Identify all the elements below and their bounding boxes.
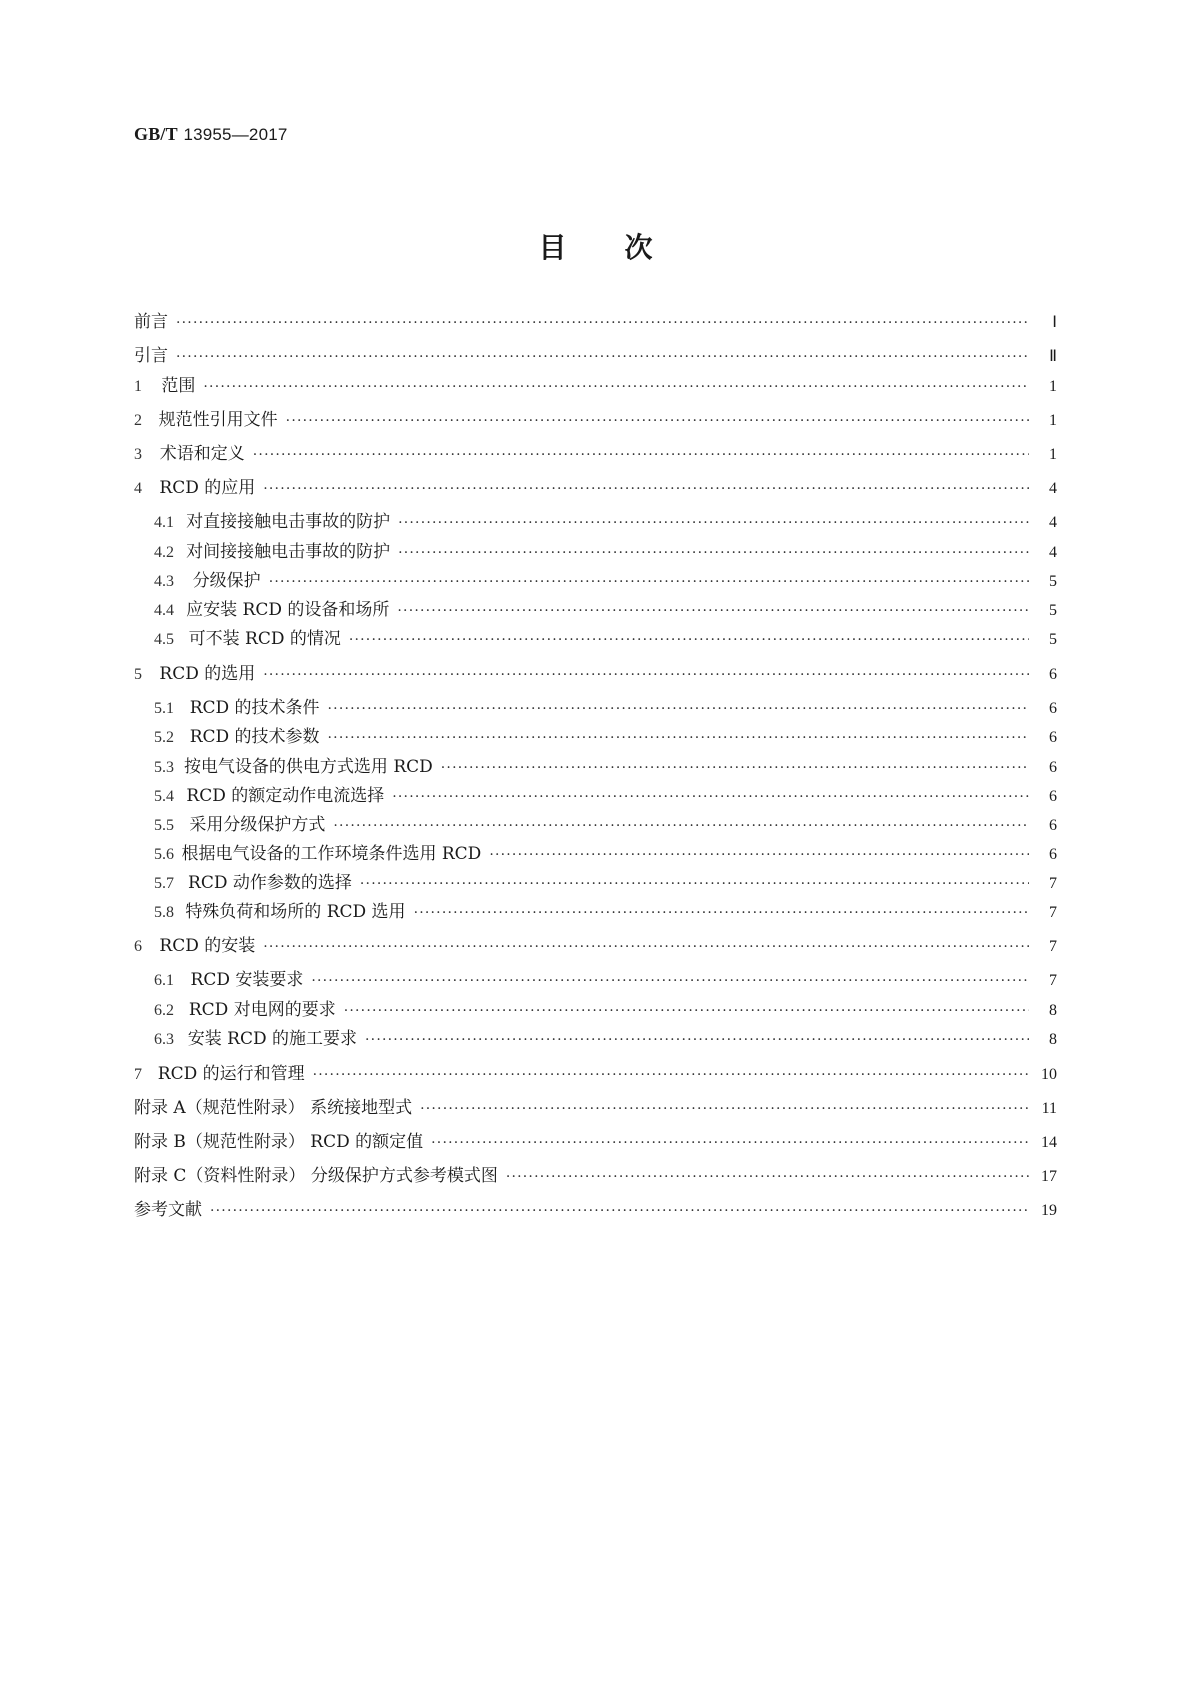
toc-entry-label: 分级保护 bbox=[192, 571, 261, 591]
toc-entry-label: 按电气设备的供电方式选用 RCD bbox=[183, 757, 433, 777]
toc-entry-label: RCD 的选用 bbox=[159, 664, 256, 684]
toc-leader-dots bbox=[392, 785, 1029, 809]
toc-entry-label: 附录 C（资料性附录） 分级保护方式参考模式图 bbox=[134, 1166, 498, 1186]
toc-leader-dots bbox=[489, 843, 1029, 867]
toc-leader-dots bbox=[333, 814, 1029, 838]
toc-entry-label: RCD 的技术条件 bbox=[189, 698, 320, 718]
toc-entry-label: 安装 RCD 的施工要求 bbox=[187, 1029, 358, 1049]
toc-entry-page: 6 bbox=[1049, 788, 1057, 805]
toc-entry-page: 7 bbox=[1049, 875, 1057, 892]
toc-entry-label: 附录 A（规范性附录） 系统接地型式 bbox=[134, 1098, 413, 1118]
toc-entry-page: 7 bbox=[1049, 938, 1057, 955]
toc-entry-label: 应安装 RCD 的设备和场所 bbox=[186, 600, 390, 620]
toc-entry[interactable] bbox=[154, 510, 1057, 534]
toc-leader-dots bbox=[441, 756, 1029, 780]
toc-leader-dots bbox=[263, 477, 1029, 501]
toc-entry[interactable] bbox=[134, 1130, 1057, 1154]
toc-entry-number: 4.4 bbox=[154, 602, 174, 619]
toc-leader-dots bbox=[506, 1165, 1029, 1189]
toc-entry-page: 19 bbox=[1041, 1202, 1057, 1219]
toc-entry-number: 4 bbox=[134, 480, 142, 497]
toc-entry[interactable] bbox=[154, 871, 1057, 895]
toc-leader-dots bbox=[176, 311, 1029, 335]
toc-entry-page: Ⅱ bbox=[1049, 348, 1057, 365]
toc-entry[interactable] bbox=[134, 408, 1057, 432]
toc-entry[interactable] bbox=[154, 627, 1057, 651]
toc-entry[interactable] bbox=[154, 725, 1057, 749]
toc-leader-dots bbox=[397, 599, 1029, 623]
toc-entry[interactable] bbox=[154, 540, 1057, 564]
toc-entry-number: 5.4 bbox=[154, 788, 174, 805]
toc-entry-page: 10 bbox=[1041, 1066, 1057, 1083]
toc-entry-label: 规范性引用文件 bbox=[158, 410, 278, 430]
toc-leader-dots bbox=[365, 1028, 1029, 1052]
toc-entry[interactable] bbox=[134, 1096, 1057, 1120]
toc-entry-number: 5 bbox=[134, 666, 142, 683]
toc-entry[interactable] bbox=[154, 696, 1057, 720]
toc-entry[interactable] bbox=[134, 662, 1057, 686]
toc-entry-page: 6 bbox=[1049, 817, 1057, 834]
toc-leader-dots bbox=[360, 872, 1029, 896]
toc-leader-dots bbox=[349, 628, 1029, 652]
toc-entry-label: 采用分级保护方式 bbox=[189, 815, 326, 835]
toc-entry-number: 5.7 bbox=[154, 875, 174, 892]
toc-leader-dots bbox=[203, 375, 1029, 399]
toc-entry-label: 参考文献 bbox=[134, 1200, 202, 1220]
toc-entry-page: 7 bbox=[1049, 904, 1057, 921]
toc-entry[interactable] bbox=[134, 1198, 1057, 1222]
toc-entry[interactable] bbox=[134, 1062, 1057, 1086]
toc-entry[interactable] bbox=[134, 442, 1057, 466]
toc-entry[interactable] bbox=[154, 755, 1057, 779]
toc-entry-page: 4 bbox=[1049, 544, 1057, 561]
toc-entry-page: 1 bbox=[1049, 412, 1057, 429]
toc-entry-page: 6 bbox=[1049, 700, 1057, 717]
toc-entry-number: 2 bbox=[134, 412, 142, 429]
toc-entry-page: 17 bbox=[1041, 1168, 1057, 1185]
toc-entry-label: RCD 动作参数的选择 bbox=[188, 873, 352, 893]
toc-entry-label: 对间接接触电击事故的防护 bbox=[186, 542, 391, 562]
toc-entry-label: 特殊负荷和场所的 RCD 选用 bbox=[185, 902, 406, 922]
toc-entry[interactable] bbox=[134, 1164, 1057, 1188]
standard-number: 13955—2017 bbox=[183, 125, 288, 144]
toc-entry-number: 6.2 bbox=[154, 1002, 174, 1019]
toc-entry-page: 1 bbox=[1049, 446, 1057, 463]
toc-entry-page: 7 bbox=[1049, 972, 1057, 989]
toc-entry-label: 术语和定义 bbox=[159, 444, 245, 464]
toc-entry-number: 5.2 bbox=[154, 729, 174, 746]
toc-entry-number: 5.3 bbox=[154, 759, 174, 776]
toc-entry-page: 6 bbox=[1049, 759, 1057, 776]
toc-entry-page: 14 bbox=[1041, 1134, 1057, 1151]
toc-entry-label: 前言 bbox=[134, 312, 168, 332]
toc-leader-dots bbox=[313, 1063, 1029, 1087]
toc-entry[interactable] bbox=[134, 344, 1057, 368]
toc-entry[interactable] bbox=[154, 842, 1057, 866]
toc-entry[interactable] bbox=[134, 310, 1057, 334]
toc-entry-label: RCD 的运行和管理 bbox=[157, 1064, 305, 1084]
toc-leader-dots bbox=[311, 969, 1029, 993]
toc-entry-label: 范围 bbox=[161, 376, 196, 396]
toc-entry[interactable] bbox=[154, 569, 1057, 593]
toc-entry-label: 附录 B（规范性附录） RCD 的额定值 bbox=[134, 1132, 424, 1152]
toc-entry-label: 对直接接触电击事故的防护 bbox=[186, 512, 391, 532]
toc-leader-dots bbox=[328, 726, 1029, 750]
toc-entry-label: RCD 安装要求 bbox=[190, 970, 304, 990]
toc-entry-label: 根据电气设备的工作环境条件选用 RCD bbox=[181, 844, 482, 864]
toc-entry-number: 3 bbox=[134, 446, 142, 463]
toc-leader-dots bbox=[328, 697, 1029, 721]
toc-leader-dots bbox=[263, 663, 1029, 687]
toc-entry-number: 5.5 bbox=[154, 817, 174, 834]
toc-entry-label: RCD 的技术参数 bbox=[189, 727, 320, 747]
toc-leader-dots bbox=[344, 999, 1029, 1023]
toc-entry-page: 5 bbox=[1049, 631, 1057, 648]
toc-entry-number: 4.1 bbox=[154, 514, 174, 531]
toc-entry[interactable] bbox=[134, 374, 1057, 398]
toc-leader-dots bbox=[176, 345, 1029, 369]
toc-entry-page: 11 bbox=[1041, 1100, 1057, 1117]
toc-entry-label: 可不装 RCD 的情况 bbox=[188, 629, 341, 649]
toc-entry-number: 7 bbox=[134, 1066, 142, 1083]
standard-code bbox=[134, 124, 288, 145]
toc-entry[interactable] bbox=[134, 476, 1057, 500]
toc-entry[interactable] bbox=[154, 598, 1057, 622]
toc-entry-number: 1 bbox=[134, 378, 142, 395]
toc-entry[interactable] bbox=[154, 813, 1057, 837]
toc-entry-page: 8 bbox=[1049, 1031, 1057, 1048]
toc-entry[interactable] bbox=[154, 900, 1057, 924]
toc-entry[interactable] bbox=[154, 968, 1057, 992]
toc-entry-number: 5.6 bbox=[154, 846, 174, 863]
toc-entry-page: Ⅰ bbox=[1052, 314, 1057, 331]
toc-leader-dots bbox=[398, 541, 1029, 565]
toc-entry-label: RCD 的安装 bbox=[159, 936, 256, 956]
toc-leader-dots bbox=[420, 1097, 1029, 1121]
toc-entry-page: 6 bbox=[1049, 729, 1057, 746]
toc-entry-page: 4 bbox=[1049, 514, 1057, 531]
toc-leader-dots bbox=[431, 1131, 1029, 1155]
toc-entry-page: 8 bbox=[1049, 1002, 1057, 1019]
toc-leader-dots bbox=[269, 570, 1029, 594]
toc-entry-page: 5 bbox=[1049, 573, 1057, 590]
toc-entry-label: RCD 对电网的要求 bbox=[188, 1000, 336, 1020]
page-title: 目次 bbox=[538, 231, 711, 264]
toc-leader-dots bbox=[414, 901, 1029, 925]
toc-entry-label: 引言 bbox=[134, 346, 168, 366]
toc-entry-page: 4 bbox=[1049, 480, 1057, 497]
toc-leader-dots bbox=[286, 409, 1029, 433]
toc-entry-number: 4.2 bbox=[154, 544, 174, 561]
toc-leader-dots bbox=[210, 1199, 1029, 1223]
toc-entry-number: 4.3 bbox=[154, 573, 174, 590]
toc-leader-dots bbox=[398, 511, 1029, 535]
toc-entry-number: 6.1 bbox=[154, 972, 174, 989]
toc-entry-number: 6 bbox=[134, 938, 142, 955]
toc-entry-number: 5.8 bbox=[154, 904, 174, 921]
toc-entry-page: 1 bbox=[1049, 378, 1057, 395]
toc-entry[interactable] bbox=[154, 1027, 1057, 1051]
toc-entry-page: 6 bbox=[1049, 666, 1057, 683]
toc-entry[interactable] bbox=[154, 784, 1057, 808]
toc-entry-number: 5.1 bbox=[154, 700, 174, 717]
standard-prefix: GB/T bbox=[134, 124, 178, 144]
toc-entry-number: 4.5 bbox=[154, 631, 174, 648]
toc-entry-label: RCD 的应用 bbox=[159, 478, 256, 498]
toc-entry-page: 6 bbox=[1049, 846, 1057, 863]
toc-entry[interactable] bbox=[154, 998, 1057, 1022]
toc-entry-number: 6.3 bbox=[154, 1031, 174, 1048]
toc-entry-label: RCD 的额定动作电流选择 bbox=[186, 786, 385, 806]
toc-entry-page: 5 bbox=[1049, 602, 1057, 619]
toc-leader-dots bbox=[263, 935, 1029, 959]
toc-leader-dots bbox=[253, 443, 1029, 467]
toc-entry[interactable] bbox=[134, 934, 1057, 958]
